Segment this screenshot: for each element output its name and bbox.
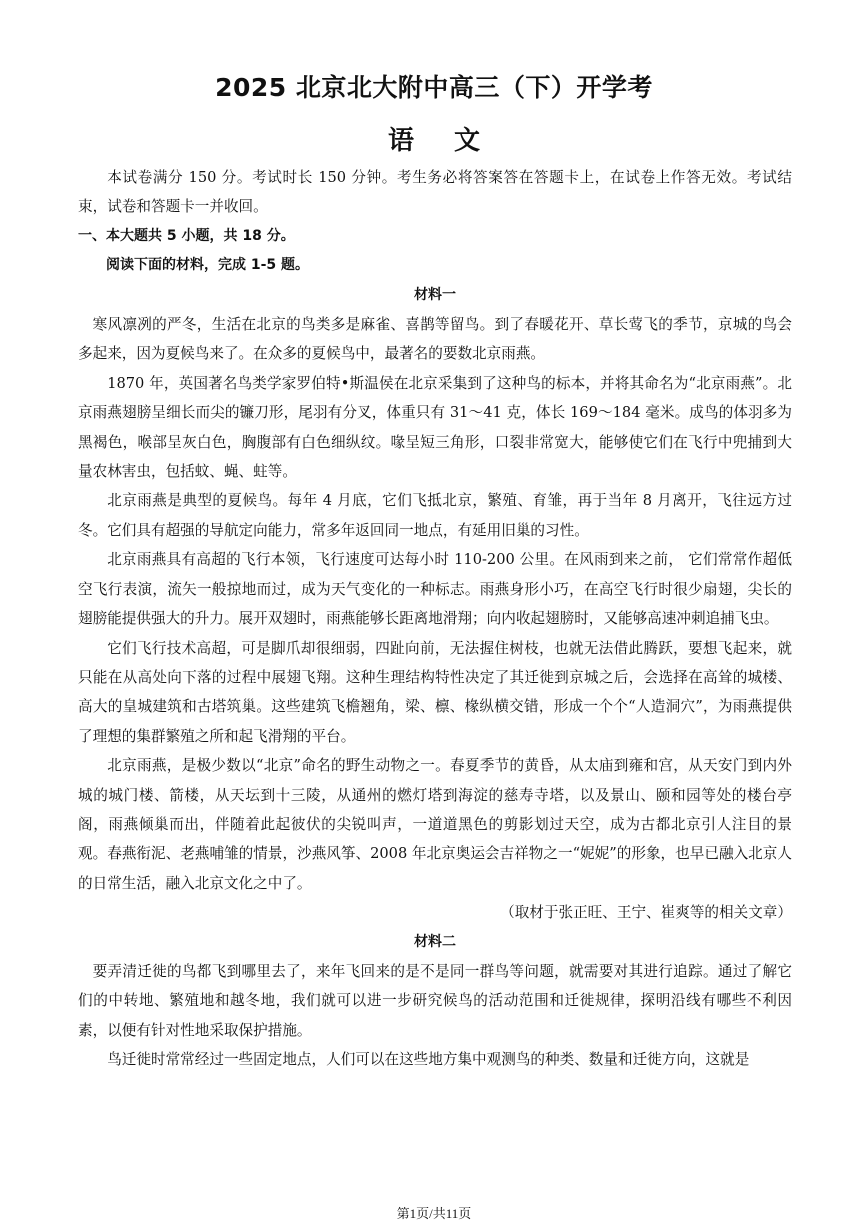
paragraph: 它们飞行技术高超，可是脚爪却很细弱，四趾向前，无法握住树枝，也就无法借此腾跃，要想飞起来，就只能在从高处向下落的过程中展翅飞翔。这种生理结构特性决定了其迁徙到京城之后，会选择在高耸的城楼、高大的皇城建筑和古塔筑巢。这些建筑飞檐翘角，梁、檩、椽纵横交错，形成一个个“人造洞穴”，为雨燕提供了理想的集群繁殖之所和起飞滑翔的平台。 [78,639,792,745]
exam-body [78,163,792,1075]
subject-title: 语文 [387,126,520,156]
paragraph: 鸟迁徙时常常经过一些固定地点，人们可以在这些地方集中观测鸟的种类、数量和迁徙方向，这就是 [107,1051,750,1069]
material-title: 材料一 [414,286,456,303]
paragraph: 北京雨燕是典型的夏候鸟。每年 4 月底，它们飞抵北京，繁殖、育雏，再于当年 8 月离开，飞往远方过冬。它们具有超强的导航定向能力，常多年返回同一地点，有延用旧巢的习性。 [78,492,792,539]
page-number: 第1页/共11页 [396,1206,472,1221]
material-title: 材料二 [414,933,456,950]
instruction-text: 阅读下面的材料，完成 1-5 题。 [106,257,310,274]
source-citation: （取材于张正旺、王宁、崔爽等的相关文章） [500,904,792,922]
paragraph: 寒风凛冽的严冬，生活在北京的鸟类多是麻雀、喜鹊等留鸟。到了春暖花开、草长莺飞的季节，京城的鸟会多起来，因为夏候鸟来了。在众多的夏候鸟中，最著名的要数北京雨燕。 [78,316,792,363]
paragraph: 要弄清迁徙的鸟都飞到哪里去了，来年飞回来的是不是同一群鸟等问题，就需要对其进行追踪。通过了解它们的中转地、繁殖地和越冬地，我们就可以进一步研究候鸟的活动范围和迁徙规律，探明沿线有哪些不利因素，以便有针对性地采取保护措施。 [78,962,792,1039]
paragraph: 北京雨燕，是极少数以“北京”命名的野生动物之一。春夏季节的黄昏，从太庙到雍和宫，从天安门到内外城的城门楼、箭楼，从天坛到十三陵，从通州的燃灯塔到海淀的慈寿寺塔，以及景山、颐和园等处的楼台亭阁，雨燕倾巢而出，伴随着此起彼伏的尖锐叫声，一道道黑色的剪影划过天空，成为古都北京引人注目的景观。春燕衔泥、老燕哺雏的情景，沙燕风筝、2008 年北京奥运会吉祥物之一“妮妮”的形象，也早已融入北京人的日常生活，融入北京文化之中了。 [78,757,792,892]
paragraph: 1870 年，英国著名鸟类学家罗伯特•斯温侯在北京采集到了这种鸟的标本，并将其命名为“北京雨燕”。北京雨燕翅膀呈细长而尖的镰刀形，尾羽有分叉，体重只有 31～41 克，体长 169～184 毫米。成鸟的体羽多为黑褐色，喉部呈灰白色，胸腹部有白色细纵纹。喙呈短三角形，口裂非常宽大，能够使它们在飞行中兜捕到大量农林害虫，包括蚊、蝇、蛀等。 [78,374,792,481]
intro-paragraph: 本试卷满分 150 分。考试时长 150 分钟。考生务必将答案答在答题卡上，在试卷上作答无效。考试结束，试卷和答题卡一并收回。 [78,169,792,216]
paragraph: 北京雨燕具有高超的飞行本领，飞行速度可达每小时 110-200 公里。在风雨到来之前， 它们常常作超低空飞行表演，流矢一般掠地而过，成为天气变化的一种标志。雨燕身形小巧，在高空飞行时很少扇翅，尖长的翅膀能提供强大的升力。展开双翅时，雨燕能够长距离地滑翔；向内收起翅膀时，又能够高速冲刺追捕飞虫。 [78,551,792,628]
section-heading: 一、本大题共 5 小题，共 18 分。 [78,227,295,244]
exam-title: 2025 北京北大附中高三（下）开学考 [215,73,653,102]
